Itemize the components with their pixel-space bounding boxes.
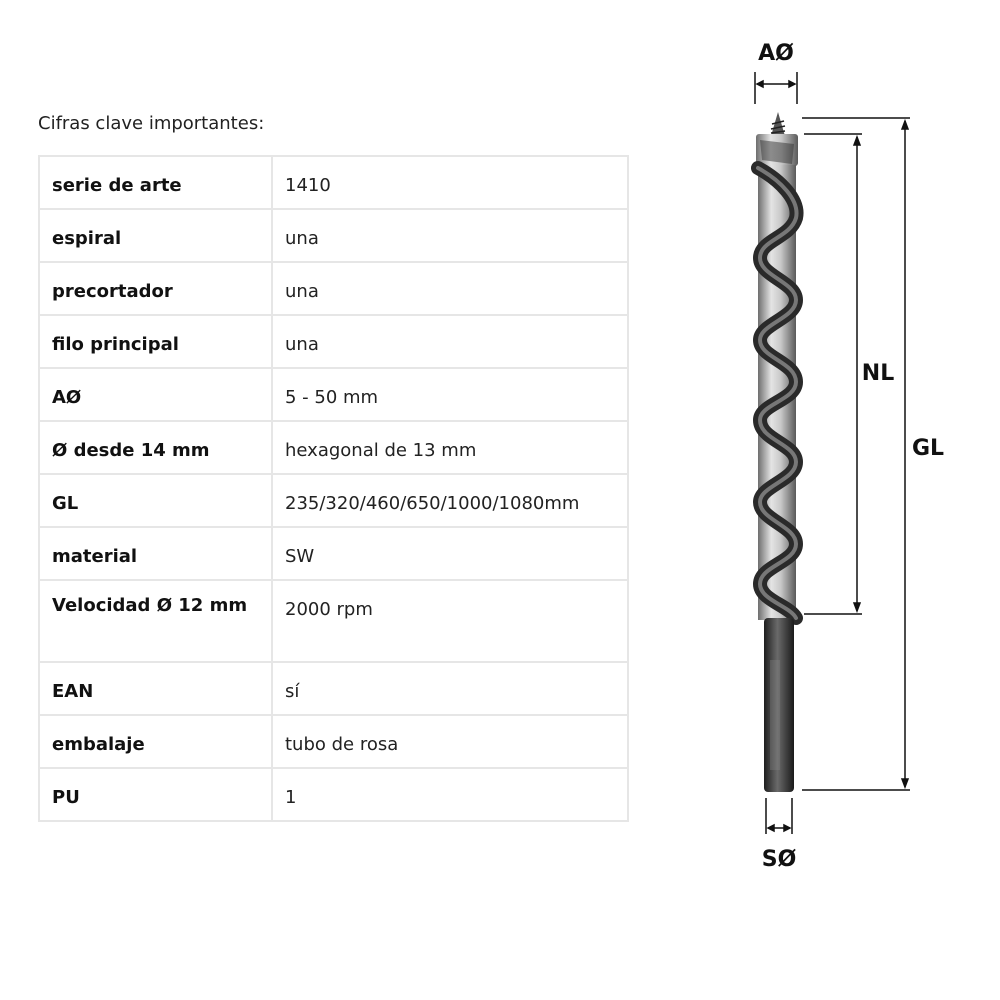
table-row — [39, 368, 628, 421]
spec-value: una — [272, 209, 628, 262]
top-diameter-dimension — [755, 72, 797, 104]
nl-label: NL — [861, 361, 895, 386]
table-row — [39, 580, 628, 662]
spec-value: una — [272, 262, 628, 315]
spec-value: 1 — [272, 768, 628, 821]
specs-table — [38, 155, 629, 822]
spec-key: AØ — [39, 368, 272, 421]
spec-value: 2000 rpm — [272, 580, 628, 662]
table-row — [39, 315, 628, 368]
table-row — [39, 662, 628, 715]
table-row — [39, 474, 628, 527]
table-row — [39, 527, 628, 580]
shank-diameter-dimension — [766, 798, 792, 834]
table-row — [39, 715, 628, 768]
spec-value: tubo de rosa — [272, 715, 628, 768]
spec-key: precortador — [39, 262, 272, 315]
shank-diameter-label: SØ — [761, 847, 797, 872]
spec-key: PU — [39, 768, 272, 821]
gl-label: GL — [911, 436, 945, 461]
spec-key: EAN — [39, 662, 272, 715]
spec-value: SW — [272, 527, 628, 580]
spec-value: 5 - 50 mm — [272, 368, 628, 421]
drill-tip — [756, 112, 798, 166]
drill-bit-diagram — [700, 30, 990, 890]
top-diameter-label: AØ — [758, 41, 794, 66]
drill-spiral — [758, 165, 797, 620]
spec-value: hexagonal de 13 mm — [272, 421, 628, 474]
drill-shank — [764, 618, 794, 792]
nl-dimension — [804, 134, 862, 614]
spec-key: filo principal — [39, 315, 272, 368]
spec-key: serie de arte — [39, 156, 272, 209]
spec-value: sí — [272, 662, 628, 715]
table-row — [39, 768, 628, 821]
spec-value: una — [272, 315, 628, 368]
table-row — [39, 262, 628, 315]
spec-key: Velocidad Ø 12 mm — [39, 580, 272, 662]
table-row — [39, 421, 628, 474]
spec-key: embalaje — [39, 715, 272, 768]
spec-key: espiral — [39, 209, 272, 262]
spec-value: 1410 — [272, 156, 628, 209]
spec-key: material — [39, 527, 272, 580]
spec-value: 235/320/460/650/1000/1080mm — [272, 474, 628, 527]
spec-key: Ø desde 14 mm — [39, 421, 272, 474]
table-row — [39, 209, 628, 262]
specs-heading: Cifras clave importantes: — [38, 113, 265, 134]
spec-key: GL — [39, 474, 272, 527]
table-row — [39, 156, 628, 209]
gl-dimension — [802, 118, 910, 790]
